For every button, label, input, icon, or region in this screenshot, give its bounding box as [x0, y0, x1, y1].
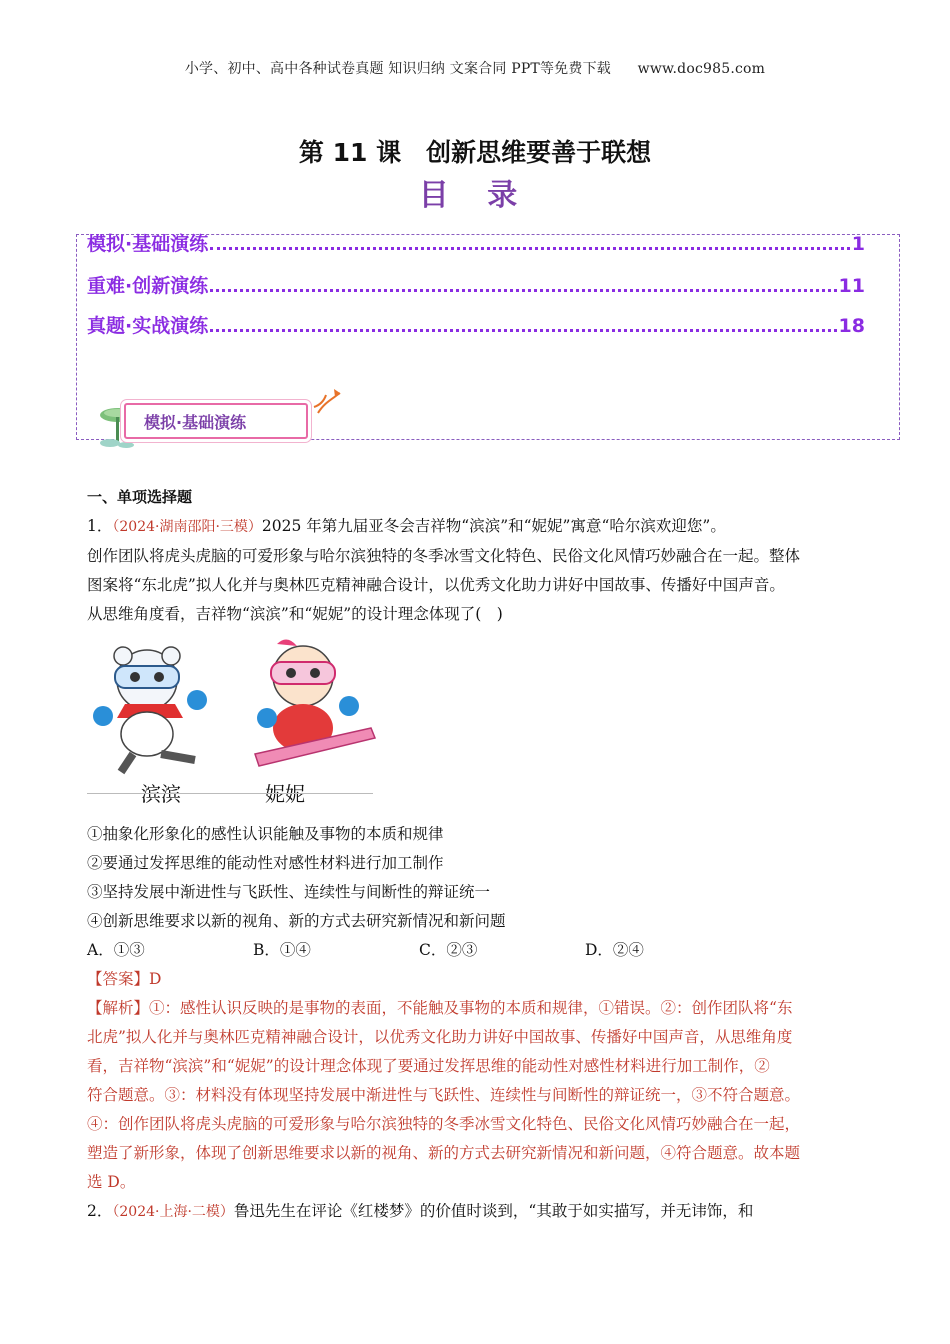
toc-item[interactable] [87, 271, 865, 298]
question-source: （2024·上海·二模） [112, 1204, 234, 1220]
question-text: 2025 年第九届亚冬会吉祥物“滨滨”和“妮妮”寓意“哈尔滨欢迎您”。 [261, 517, 726, 535]
choice-c[interactable]: C．②③ [419, 941, 478, 959]
analysis-line: 符合题意。③：材料没有体现坚持发展中渐进性与飞跃性、连续性与间断性的辩证统一，③不符合题意。 [87, 1086, 801, 1104]
toc-item[interactable] [87, 311, 865, 338]
section-badge [96, 393, 326, 445]
toc-item[interactable] [87, 229, 865, 256]
option-statement: ①抽象化形象化的感性认识能触及事物的本质和规律 [87, 825, 444, 843]
analysis-line: 北虎”拟人化并与奥林匹克精神融合设计，以优秀文化助力讲好中国故事、传播好中国声音，从思维角度 [87, 1028, 793, 1046]
mascot-name-binbin: 滨滨 [141, 782, 181, 806]
header-url[interactable]: www.doc985.com [637, 61, 766, 77]
choice-a[interactable]: A．①③ [87, 941, 145, 959]
analysis-line: 选 D。 [87, 1173, 136, 1191]
image-baseline [87, 793, 373, 794]
question-text: 从思维角度看，吉祥物“滨滨”和“妮妮”的设计理念体现了( ) [87, 605, 503, 623]
badge-label: 模拟·基础演练 [144, 413, 247, 432]
question-number: 1． [87, 517, 113, 535]
toc-leader [210, 329, 836, 332]
analysis-line: 看，吉祥物“滨滨”和“妮妮”的设计理念体现了要通过发挥思维的能动性对感性材料进行加工制作，② [87, 1057, 770, 1075]
toc-item-label: 模拟·基础演练 [87, 233, 209, 255]
fish-decoration-icon [310, 383, 346, 419]
question-text: 鲁迅先生在评论《红楼梦》的价值时谈到，“其敢于如实描写，并无讳饰，和 [233, 1202, 754, 1220]
question-text: 图案将“东北虎”拟人化并与奥林匹克精神融合设计，以优秀文化助力讲好中国故事、传播好中国声音。 [87, 576, 785, 594]
question-text: 创作团队将虎头虎脑的可爱形象与哈尔滨独特的冬季冰雪文化特色、民俗文化风情巧妙融合在一起。整体 [87, 547, 801, 565]
toc-leader [210, 247, 850, 250]
mascot-image [87, 638, 377, 808]
answer-key: 【答案】D [87, 970, 162, 988]
toc-item-label: 重难·创新演练 [87, 275, 209, 297]
analysis-label: 【解析】 [87, 999, 150, 1017]
question-1 [87, 512, 867, 629]
option-statement: ④创新思维要求以新的视角、新的方式去研究新情况和新问题 [87, 912, 506, 930]
nini-mascot-icon [237, 632, 377, 782]
analysis-line: ④：创作团队将虎头虎脑的可爱形象与哈尔滨独特的冬季冰雪文化特色、民俗文化风情巧妙融合在一起， [87, 1115, 801, 1133]
toc-heading: 目 录 [418, 178, 532, 213]
header-text: 小学、初中、高中各种试卷真题 知识归纳 文案合同 PPT等免费下载 [184, 61, 611, 77]
mascot-name-nini: 妮妮 [265, 782, 305, 806]
toc-item-page: 18 [838, 315, 865, 337]
choice-b[interactable]: B．①④ [253, 941, 311, 959]
question-options [87, 820, 867, 1227]
analysis-line: 塑造了新形象，体现了创新思维要求以新的视角、新的方式去研究新情况和新问题，④符合题意。故本题 [87, 1144, 801, 1162]
analysis-line [87, 994, 867, 1023]
question-number: 2． [87, 1202, 113, 1220]
toc-item-label: 真题·实战演练 [87, 315, 209, 337]
lesson-title: 第 11 课 创新思维要善于联想 [298, 138, 652, 167]
analysis-text: ①：感性认识反映的是事物的表面，不能触及事物的本质和规律，①错误。②：创作团队将“东 [149, 999, 793, 1017]
option-statement: ②要通过发挥思维的能动性对感性材料进行加工制作 [87, 854, 444, 872]
toc-leader [210, 289, 836, 292]
binbin-mascot-icon [87, 638, 217, 778]
toc-item-page: 11 [838, 275, 865, 297]
page-header [0, 58, 950, 78]
question-2 [87, 1197, 867, 1227]
question-stem-line [87, 512, 867, 542]
question-source: （2024·湖南邵阳·三模） [112, 519, 262, 535]
toc-item-page: 1 [851, 233, 865, 255]
answer-choices [87, 936, 867, 965]
option-statement: ③坚持发展中渐进性与飞跃性、连续性与间断性的辩证统一 [87, 883, 491, 901]
section-heading: 一、单项选择题 [87, 488, 193, 506]
choice-d[interactable]: D．②④ [585, 941, 644, 959]
